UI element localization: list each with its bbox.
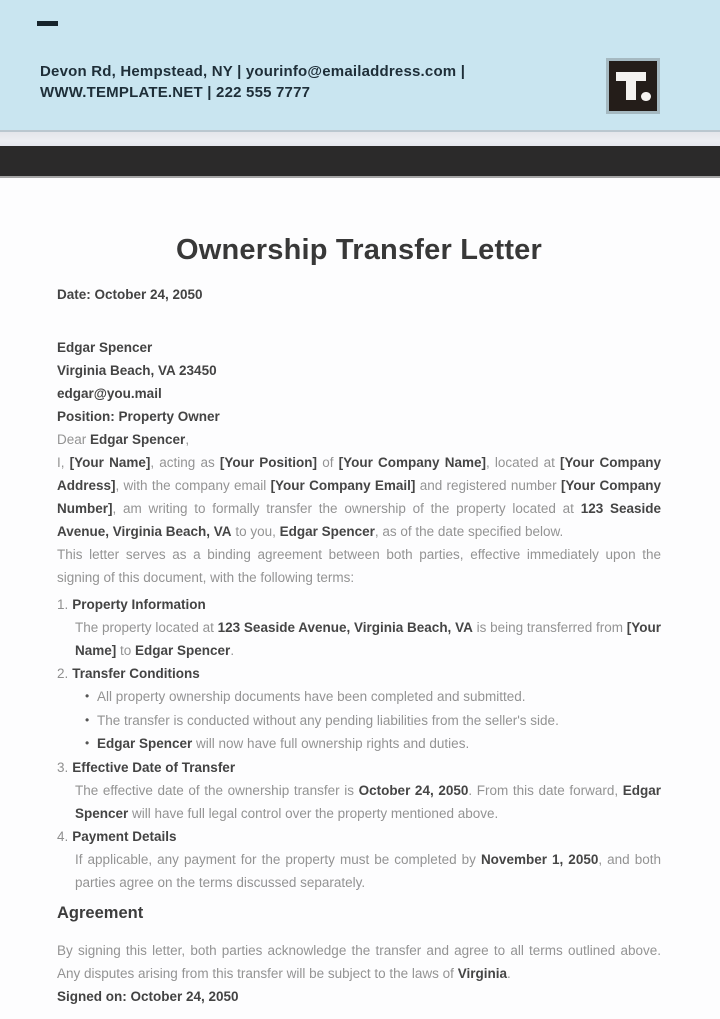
bullet-icon: • xyxy=(85,736,90,750)
recipient-email: edgar@you.mail xyxy=(57,386,162,401)
salutation: Dear Edgar Spencer, xyxy=(57,432,190,447)
term-heading-row xyxy=(57,825,661,848)
term-heading: Transfer Conditions xyxy=(72,666,200,681)
terms-list xyxy=(57,593,661,894)
page-title: Ownership Transfer Letter xyxy=(176,234,542,266)
divider-strip xyxy=(0,130,720,146)
logo-t-stem xyxy=(626,72,637,100)
template-net-logo xyxy=(606,58,660,114)
contact-info xyxy=(40,61,465,103)
agreement-paragraph: By signing this letter, both parties acknowledge the transfer and agree to all terms outlined above. Any disputes arising from this transfer will be subject to the laws of Virginia. xyxy=(57,942,661,981)
bullet-item xyxy=(85,709,661,733)
signed-on-line: Signed on: October 24, 2050 xyxy=(57,988,239,1004)
term-number: 3. xyxy=(57,759,69,775)
term-heading: Effective Date of Transfer xyxy=(72,759,236,775)
term-body: The effective date of the ownership transfer is October 24, 2050. From this date forward, Edgar Spencer will have full legal control over the property mentioned above. xyxy=(75,782,661,821)
term-body: If applicable, any payment for the property must be completed by November 1, 2050, and both parties agree on the terms discussed separately. xyxy=(75,851,661,890)
recipient-position: Position: Property Owner xyxy=(57,409,220,424)
contact-line-1: Devon Rd, Hempstead, NY | yourinfo@emailaddress.com | xyxy=(40,63,466,80)
term-number: 1. xyxy=(57,597,69,612)
paragraph-intro: I, [Your Name], acting as [Your Position] of [Your Company Name], located at [Your Company Address], with the company email [Your Company Email] and registered number [Your Company Number], am writing to formally transfer the ownership of the property located at 123 Seaside Avenue, Virginia Beach, VA to you, Edgar Spencer, as of the date specified below. xyxy=(57,455,661,539)
term-item-transfer-conditions xyxy=(57,662,661,756)
date-line: Date: October 24, 2050 xyxy=(57,287,203,302)
letter-body xyxy=(0,233,720,1008)
term-number: 2. xyxy=(57,666,69,681)
recipient-block xyxy=(57,336,661,428)
term-body: The property located at 123 Seaside Avenue, Virginia Beach, VA is being transferred from [Your Name] to Edgar Spencer. xyxy=(75,620,661,658)
recipient-address: Virginia Beach, VA 23450 xyxy=(57,363,217,378)
bullet-item xyxy=(85,685,661,709)
logo-t-dot xyxy=(641,92,651,102)
contact-line-2: WWW.TEMPLATE.NET | 222 555 7777 xyxy=(40,84,311,101)
term-item-payment-details xyxy=(57,825,661,894)
bullet-text: The transfer is conducted without any pending liabilities from the seller's side. xyxy=(97,712,559,728)
bullet-list xyxy=(85,685,661,756)
term-item-property-information xyxy=(57,593,661,662)
logo-t-icon xyxy=(609,61,657,111)
term-number: 4. xyxy=(57,828,69,844)
term-heading-row xyxy=(57,662,661,685)
term-heading: Payment Details xyxy=(72,828,177,844)
bullet-icon: • xyxy=(85,689,90,703)
black-divider-bar xyxy=(0,146,720,178)
term-heading-row xyxy=(57,756,661,779)
agreement-heading: Agreement xyxy=(57,903,144,922)
term-item-effective-date xyxy=(57,756,661,825)
letterhead xyxy=(0,0,720,130)
paragraph-agreement-intro: This letter serves as a binding agreement between both parties, effective immediately upon the signing of this document, with the following terms: xyxy=(57,547,661,585)
bullet-text: Edgar Spencer will now have full ownership rights and duties. xyxy=(97,736,470,751)
recipient-name: Edgar Spencer xyxy=(57,340,153,355)
term-heading: Property Information xyxy=(72,597,206,612)
dash-mark xyxy=(37,21,58,26)
bullet-icon: • xyxy=(85,712,90,727)
bullet-text: All property ownership documents have been completed and submitted. xyxy=(97,689,526,704)
term-heading-row xyxy=(57,593,661,616)
bullet-item xyxy=(85,732,661,756)
